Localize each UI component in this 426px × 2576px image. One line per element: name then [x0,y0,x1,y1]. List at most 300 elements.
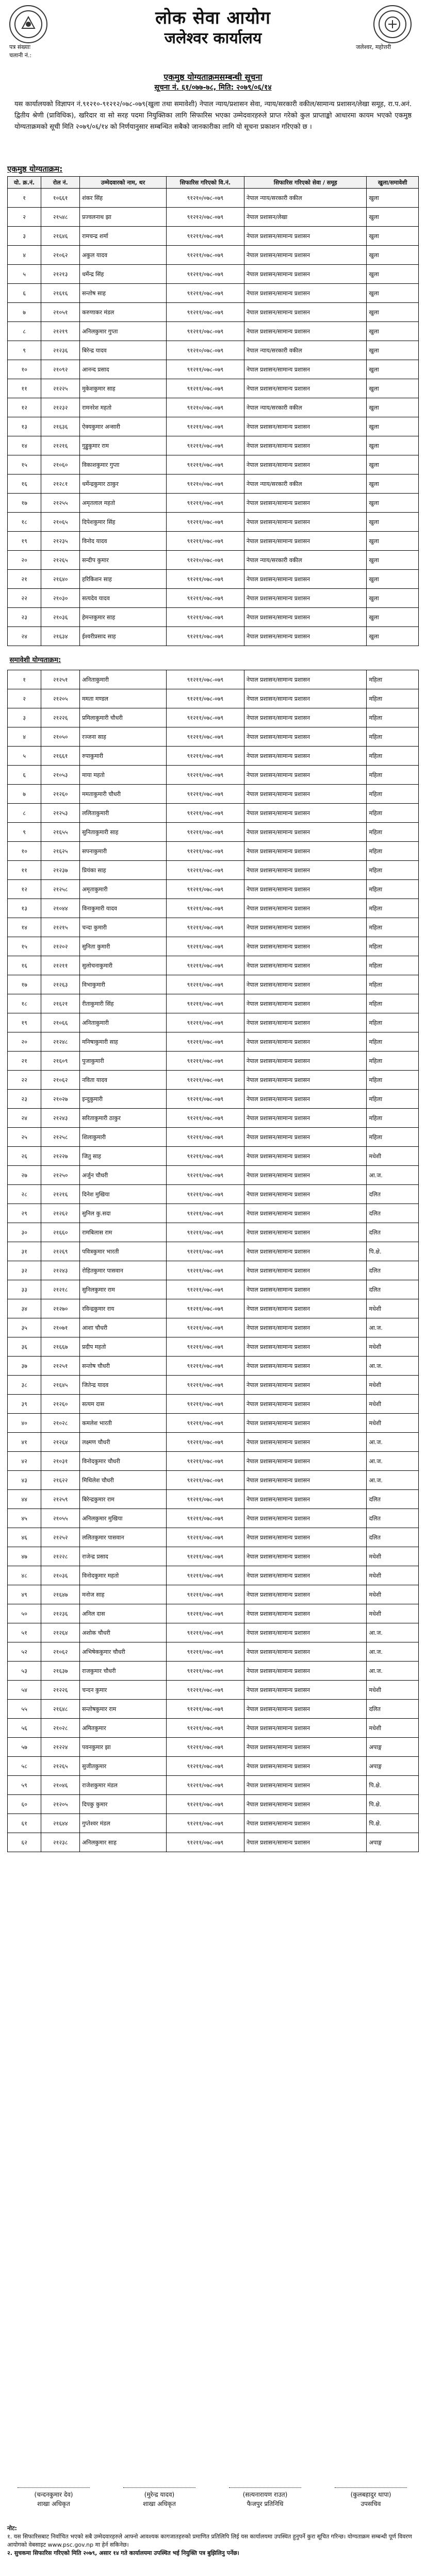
table-row [8,1299,419,1318]
cell-advert: ९१२११/०७८-०७९ [166,1052,244,1071]
footnote-title: नोट: [7,2525,17,2532]
cell-name: अर्जुन चौधरी [80,1166,167,1185]
cell-roll: २१६०९ [41,1052,80,1071]
cell-advert: ९१२११/०७८-०७९ [166,1357,244,1376]
cell-advert: ९१२११/०७८-०७९ [166,360,244,379]
cell-category: दलित [367,1509,419,1528]
cell-service: नेपाल प्रशासन/सामान्य प्रशासन [244,1185,367,1204]
cell-roll: २१६३६ [41,417,80,436]
cell-category: खुला [367,265,419,284]
cell-advert: ९१२११/०७८-०७९ [166,1433,244,1452]
cell-service: नेपाल प्रशासन/सामान्य प्रशासन [244,455,367,474]
cell-service: नेपाल प्रशासन/सामान्य प्रशासन [244,842,367,861]
cell-roll: २१२५८ [41,1128,80,1147]
signer-role: शाखा अधिकृत [143,2500,176,2507]
cell-name: अशोक चौधरी [80,1623,167,1642]
cell-name: गुड्डुकुमार राम [80,436,167,455]
cell-roll: २१२५१ [41,1357,80,1376]
table-row [8,1376,419,1395]
cell-name: सत्यम दास [80,1395,167,1414]
cell-category: खुला [367,474,419,494]
cell-serial: ६० [8,1795,41,1814]
cell-category: पि.क्षे. [367,1795,419,1814]
cell-category: महिला [367,823,419,842]
cell-name: पवित्रकुमार भारती [80,1242,167,1261]
cell-serial: ६ [8,284,41,303]
table-row [8,1566,419,1585]
table-row [8,341,419,360]
cell-name: सुनिता कुमारी [80,937,167,956]
cell-roll: २१२६४ [41,1433,80,1452]
cell-name: राजकुमार चौधरी [80,1662,167,1681]
cell-service: नेपाल प्रशासन/सामान्य प्रशासन [244,1623,367,1642]
cell-roll: २१२२५ [41,379,80,398]
cell-serial: ११ [8,379,41,398]
cell-roll: २१६३४ [41,627,80,646]
cell-roll: २१२७० [41,1299,80,1318]
cell-advert: ९१२११/०७८-०७९ [166,1128,244,1147]
cell-category: महिला [367,1109,419,1128]
cell-serial: ६२ [8,1833,41,1852]
cell-advert: ९१२११/०७८-०७९ [166,1090,244,1109]
cell-category: महिला [367,918,419,937]
cell-serial: ७ [8,785,41,804]
cell-service: नेपाल प्रशासन/सामान्य प्रशासन [244,937,367,956]
cell-service: नेपाल प्रशासन/सामान्य प्रशासन [244,766,367,785]
cell-service: नेपाल प्रशासन/सामान्य प्रशासन [244,436,367,455]
cell-name: अमृतलाल महतो [80,494,167,513]
cell-service: नेपाल प्रशासन/सामान्य प्रशासन [244,532,367,551]
table-row [8,1662,419,1681]
cell-service: नेपाल प्रशासन/सामान्य प्रशासन [244,1757,367,1776]
cell-serial: २१ [8,570,41,589]
cell-roll: २१०३० [41,589,80,608]
cell-category: खुला [367,436,419,455]
signer-name: (मुरेन्द्र यादव) [144,2491,175,2498]
cell-roll: २१०२७ [41,1090,80,1109]
cell-service: नेपाल प्रशासन/सामान्य प्रशासन [244,880,367,899]
table-row [8,937,419,956]
cell-serial: १४ [8,918,41,937]
cell-advert: ९१२११/०७८-०७९ [166,823,244,842]
table-row [8,1280,419,1299]
cell-advert: ९१२११/०७८-०७९ [166,1757,244,1776]
cell-service: नेपाल प्रशासन/सामान्य प्रशासन [244,1223,367,1242]
table-row [8,1166,419,1185]
cell-category: खुला [367,513,419,532]
cell-service: नेपाल प्रशासन/सामान्य प्रशासन [244,1071,367,1090]
cell-category: महिला [367,1090,419,1109]
cell-name: आशा चौधरी [80,1318,167,1337]
cell-name: अनिताकुमारी [80,1013,167,1032]
cell-serial: ११ [8,861,41,880]
cell-service: नेपाल प्रशासन/सामान्य प्रशासन [244,246,367,265]
signer-name: (चन्दनकुमार देव) [34,2491,73,2498]
cell-category: खुला [367,208,419,227]
cell-category: महिला [367,708,419,727]
cell-advert: ९१२११/०७८-०७९ [166,322,244,341]
cell-serial: २६ [8,1147,41,1166]
cell-name: इन्दुकुमारी [80,1090,167,1109]
cell-category: महिला [367,1032,419,1052]
signature-3 [219,2487,312,2509]
cell-advert: ९१२११/०७८-०७९ [166,1013,244,1032]
table-row [8,1357,419,1376]
cell-advert: ९१२११/०७८-०७९ [166,417,244,436]
cell-category: दलित [367,1280,419,1299]
table-row [8,360,419,379]
cell-name: धर्मेन्द्रकुमार ठाकुर [80,474,167,494]
cell-name: ऐक्यकुमार अन्सारी [80,417,167,436]
cell-serial: ४२ [8,1452,41,1471]
cell-advert: ९१२११/०७८-०७९ [166,975,244,994]
cell-roll: २१२१८ [41,1280,80,1299]
cell-serial: २४ [8,1109,41,1128]
cell-service: नेपाल न्याय/सरकारी वकील [244,341,367,360]
cell-service: नेपाल प्रशासन/सामान्य प्रशासन [244,1357,367,1376]
cell-category: महिला [367,1052,419,1071]
cell-advert: ९१२११/०७८-०७९ [166,1547,244,1566]
cell-category: आ.ज. [367,1452,419,1471]
cell-serial: ४९ [8,1585,41,1604]
cell-serial: ४४ [8,1490,41,1509]
cell-name: रुपाकुमारी [80,747,167,766]
cell-service: नेपाल प्रशासन/सामान्य प्रशासन [244,227,367,246]
table-row [8,747,419,766]
cell-roll: २१०३६ [41,1566,80,1585]
cell-advert: ९१२११/०७८-०७९ [166,627,244,646]
cell-advert: ९१२११/०७८-०७९ [166,1528,244,1547]
cell-roll: २१६२५ [41,842,80,861]
cell-category: महिला [367,937,419,956]
cell-name: ममताकुमारी चौधरी [80,785,167,804]
cell-roll: २१६४७ [41,1585,80,1604]
cell-name: सुनिल कु.सदा [80,1204,167,1223]
cell-advert: ९१२१०/०७८-०७९ [166,341,244,360]
cell-name: रामबिलास राम [80,1223,167,1242]
cell-serial: ३१ [8,1242,41,1261]
cell-advert: ९१२११/०७८-०७९ [166,804,244,823]
cell-service: नेपाल प्रशासन/सामान्य प्रशासन [244,589,367,608]
table-row [8,1433,419,1452]
cell-service: नेपाल प्रशासन/सामान्य प्रशासन [244,956,367,975]
cell-name: अनिताकुमारी [80,670,167,689]
cell-advert: ९१२११/०७८-०७९ [166,1071,244,1090]
cell-serial: १८ [8,994,41,1013]
table-row [8,1261,419,1280]
cell-serial: ८ [8,322,41,341]
cell-name: सन्तोष साह [80,284,167,303]
cell-service: नेपाल प्रशासन/सामान्य प्रशासन [244,823,367,842]
cell-serial: २३ [8,1090,41,1109]
cell-serial: ५३ [8,1662,41,1681]
table-header-row [8,177,419,189]
cell-advert: ९१२११/०७८-०७९ [166,1032,244,1052]
cell-name: ललिताकुमारी [80,804,167,823]
cell-serial: ३६ [8,1337,41,1357]
cell-serial: १४ [8,436,41,455]
table-row [8,398,419,417]
cell-advert: ९१२११/०७८-०७९ [166,1147,244,1166]
cell-roll: २१२०५ [41,1795,80,1814]
cell-name: आनन्द प्रसाद [80,360,167,379]
cell-name: सुलोचनाकुमारी [80,956,167,975]
cell-service: नेपाल प्रशासन/सामान्य प्रशासन [244,1261,367,1280]
cell-category: पि.क्षे. [367,1776,419,1795]
cell-roll: २१२४८ [41,1032,80,1052]
cell-category: आ.ज. [367,1662,419,1681]
cell-roll: २१२२७ [41,1147,80,1166]
cell-advert: ९१२११/०७८-०७९ [166,1471,244,1490]
cell-category: महिला [367,861,419,880]
cell-serial: १० [8,842,41,861]
cell-advert: ९१२११/०७८-०७९ [166,1776,244,1795]
cell-category: मधेशी [367,1337,419,1357]
table-row [8,474,419,494]
cell-category: दलित [367,1223,419,1242]
cell-serial: १७ [8,494,41,513]
cell-name: दिपेशकुमार सिंह [80,513,167,532]
cell-category: दलित [367,1185,419,1204]
cell-serial: ८ [8,804,41,823]
cell-name: सन्तोषकुमार राम [80,1700,167,1719]
cell-roll: २१२२४ [41,1738,80,1757]
cell-service: नेपाल प्रशासन/सामान्य प्रशासन [244,627,367,646]
cell-service: नेपाल प्रशासन/सामान्य प्रशासन [244,1452,367,1471]
cell-serial: ५० [8,1604,41,1623]
cell-roll: २१६१६ [41,284,80,303]
cell-serial: १२ [8,880,41,899]
cell-advert: ९१२१०/०७८-०७९ [166,189,244,208]
cell-category: खुला [367,398,419,417]
table-row [8,689,419,708]
table-row [8,1318,419,1337]
cell-roll: २१२६९ [41,1242,80,1261]
table-row [8,303,419,322]
cell-service: नेपाल प्रशासन/सामान्य प्रशासन [244,1776,367,1795]
table-row [8,975,419,994]
cell-advert: ९१२११/०७८-०७९ [166,227,244,246]
cell-category: खुला [367,608,419,627]
cell-category: महिला [367,956,419,975]
cell-advert: ९१२११/०७८-०७९ [166,1566,244,1585]
cell-roll: २१६४४ [41,1814,80,1833]
cell-category: खुला [367,341,419,360]
table-row [8,1700,419,1719]
table-row [8,1090,419,1109]
cell-name: मनिषाकुमारी साह [80,1032,167,1052]
table-subheading [8,646,419,670]
cell-name: मनोज साह [80,1585,167,1604]
cell-category: खुला [367,417,419,436]
table-row [8,494,419,513]
cell-advert: ९१२११/०७८-०७९ [166,1166,244,1185]
cell-serial: १३ [8,899,41,918]
cell-roll: २१२२६ [41,708,80,727]
cell-category: मधेशी [367,1395,419,1414]
table-row [8,1719,419,1738]
cell-category: अपाङ्ग [367,1738,419,1757]
signer-role: शाखा अधिकृत [37,2500,70,2507]
cell-category: खुला [367,627,419,646]
cell-advert: ९१२११/०७८-०७९ [166,689,244,708]
cell-service: नेपाल प्रशासन/सामान्य प्रशासन [244,1242,367,1261]
cell-serial: १५ [8,937,41,956]
cell-category: खुला [367,379,419,398]
table-row [8,1013,419,1032]
cell-advert: ९१२११/०७८-०७९ [166,1242,244,1261]
cell-category: खुला [367,303,419,322]
cell-advert: ९१२११/०७८-०७९ [166,1109,244,1128]
table-row [8,1395,419,1414]
cell-roll: २१०४६ [41,1776,80,1795]
cell-advert: ९१२११/०७८-०७९ [166,1376,244,1395]
cell-service: नेपाल प्रशासन/सामान्य प्रशासन [244,1642,367,1662]
cell-category: महिला [367,880,419,899]
cell-roll: २१०२८ [41,1719,80,1738]
cell-advert: ९१२११/०७८-०७९ [166,494,244,513]
table-row [8,1681,419,1700]
cell-advert: ९१२११/०७८-०७९ [166,1623,244,1642]
table-row [8,1147,419,1166]
cell-roll: २१०५३ [41,766,80,785]
cell-roll: २१२६३ [41,975,80,994]
table-row [8,1490,419,1509]
cell-advert: ९१२११/०७८-०७९ [166,994,244,1013]
cell-service: नेपाल प्रशासन/सामान्य प्रशासन [244,1566,367,1585]
cell-category: आ.ज. [367,1318,419,1337]
cell-serial: १७ [8,975,41,994]
cell-serial: १९ [8,532,41,551]
cell-category: महिला [367,804,419,823]
table-row [8,284,419,303]
cell-name: ईश्वरीप्रसाद साह [80,627,167,646]
table-row [8,880,419,899]
cell-category: महिला [367,1071,419,1090]
cell-serial: २३ [8,608,41,627]
table-row [8,246,419,265]
cell-name: विभाकुमारी [80,975,167,994]
cell-service: नेपाल प्रशासन/सामान्य प्रशासन [244,1814,367,1833]
cell-service: नेपाल प्रशासन/सामान्य प्रशासन [244,1318,367,1337]
cell-serial: ५८ [8,1757,41,1776]
cell-category: खुला [367,360,419,379]
cell-roll: २१२३८ [41,1833,80,1852]
cell-name: धर्मेन्द्र सिंह [80,265,167,284]
table-row [8,379,419,398]
letter-ref [9,43,31,60]
cell-advert: ९१२११/०७८-०७९ [166,303,244,322]
cell-roll: २१२६२ [41,1204,80,1223]
table-row [8,1185,419,1204]
signature-1 [7,2487,100,2509]
cell-category: मधेशी [367,1147,419,1166]
cell-category: आ.ज. [367,1433,419,1452]
cell-name: नविता यादव [80,1071,167,1090]
cell-service: नेपाल प्रशासन/सामान्य प्रशासन [244,1013,367,1032]
cell-name: जितु साह [80,1147,167,1166]
cell-category: महिला [367,689,419,708]
table-row [8,1585,419,1604]
cell-service: नेपाल प्रशासन/सामान्य प्रशासन [244,1681,367,1700]
table-row [8,1623,419,1642]
table-row [8,766,419,785]
table-row [8,708,419,727]
cell-roll: २१२५५ [41,494,80,513]
cell-advert: ९१२११/०७८-०७९ [166,1795,244,1814]
cell-serial: ५२ [8,1642,41,1662]
table-row [8,804,419,823]
cell-name: अनिल दास [80,1604,167,1623]
table-row [8,1223,419,1242]
cell-roll: २१२५१ [41,670,80,689]
cell-service: नेपाल प्रशासन/सामान्य प्रशासन [244,1090,367,1109]
cell-serial: ५१ [8,1623,41,1642]
cell-name: रामचन्द्र शर्मा [80,227,167,246]
cell-category: खुला [367,551,419,570]
cell-service: नेपाल प्रशासन/सामान्य प्रशासन [244,918,367,937]
cell-roll: २१०६५ [41,513,80,532]
cell-name: मुकेशकुमार साह [80,379,167,398]
cell-name: सपनाकुमारी [80,842,167,861]
cell-roll: २१२११ [41,956,80,975]
cell-serial: २ [8,689,41,708]
cell-category: आ.ज. [367,1166,419,1185]
col-advert: सिफारिस गरिएको वि.नं. [166,177,244,189]
cell-roll: २१२१६ [41,436,80,455]
table-row [8,1109,419,1128]
table-row [8,570,419,589]
cell-category: महिला [367,785,419,804]
cell-name: शिलाकुमारी [80,1128,167,1147]
table-row [8,918,419,937]
cell-serial: २४ [8,627,41,646]
cell-roll: २१२०५ [41,689,80,708]
cell-category: अपाङ्ग [367,1833,419,1852]
table-row [8,1795,419,1814]
cell-serial: ३२ [8,1261,41,1280]
cell-roll: २१०५० [41,727,80,747]
inclusive-label: समावेशी योग्यताक्रम: [9,656,61,664]
cell-roll: २१६४० [41,570,80,589]
cell-advert: ९१२११/०७८-०७९ [166,880,244,899]
col-name: उम्मेदवारको नाम, थर [80,177,167,189]
cell-name: लक्ष्मण चौधरी [80,1433,167,1452]
cell-advert: ९१२११/०७८-०७९ [166,608,244,627]
table-row [8,842,419,861]
cell-name: प्रमिलाकुमारी चौधरी [80,708,167,727]
table-row [8,208,419,227]
cell-advert: ९१२११/०७८-०७९ [166,670,244,689]
cell-name: अनिलकुमार मुखिया [80,1509,167,1528]
cell-service: नेपाल प्रशासन/सामान्य प्रशासन [244,1376,367,1395]
cell-service: नेपाल प्रशासन/सामान्य प्रशासन [244,1204,367,1223]
cell-serial: ३ [8,708,41,727]
table-row [8,1604,419,1623]
cell-serial: ३५ [8,1318,41,1337]
table-row [8,532,419,551]
table-row [8,1509,419,1528]
cell-serial: ५९ [8,1776,41,1795]
header [0,0,426,57]
cell-name: अकुल यादव [80,246,167,265]
cell-advert: ९१२११/०७८-०७९ [166,1814,244,1833]
cell-category: पि.क्षे. [367,1814,419,1833]
cell-name: राजेशकुमार मंडल [80,1776,167,1795]
cell-roll: २१२६० [41,785,80,804]
cell-service: नेपाल प्रशासन/सामान्य प्रशासन [244,1700,367,1719]
cell-roll: २१२१३ [41,265,80,284]
